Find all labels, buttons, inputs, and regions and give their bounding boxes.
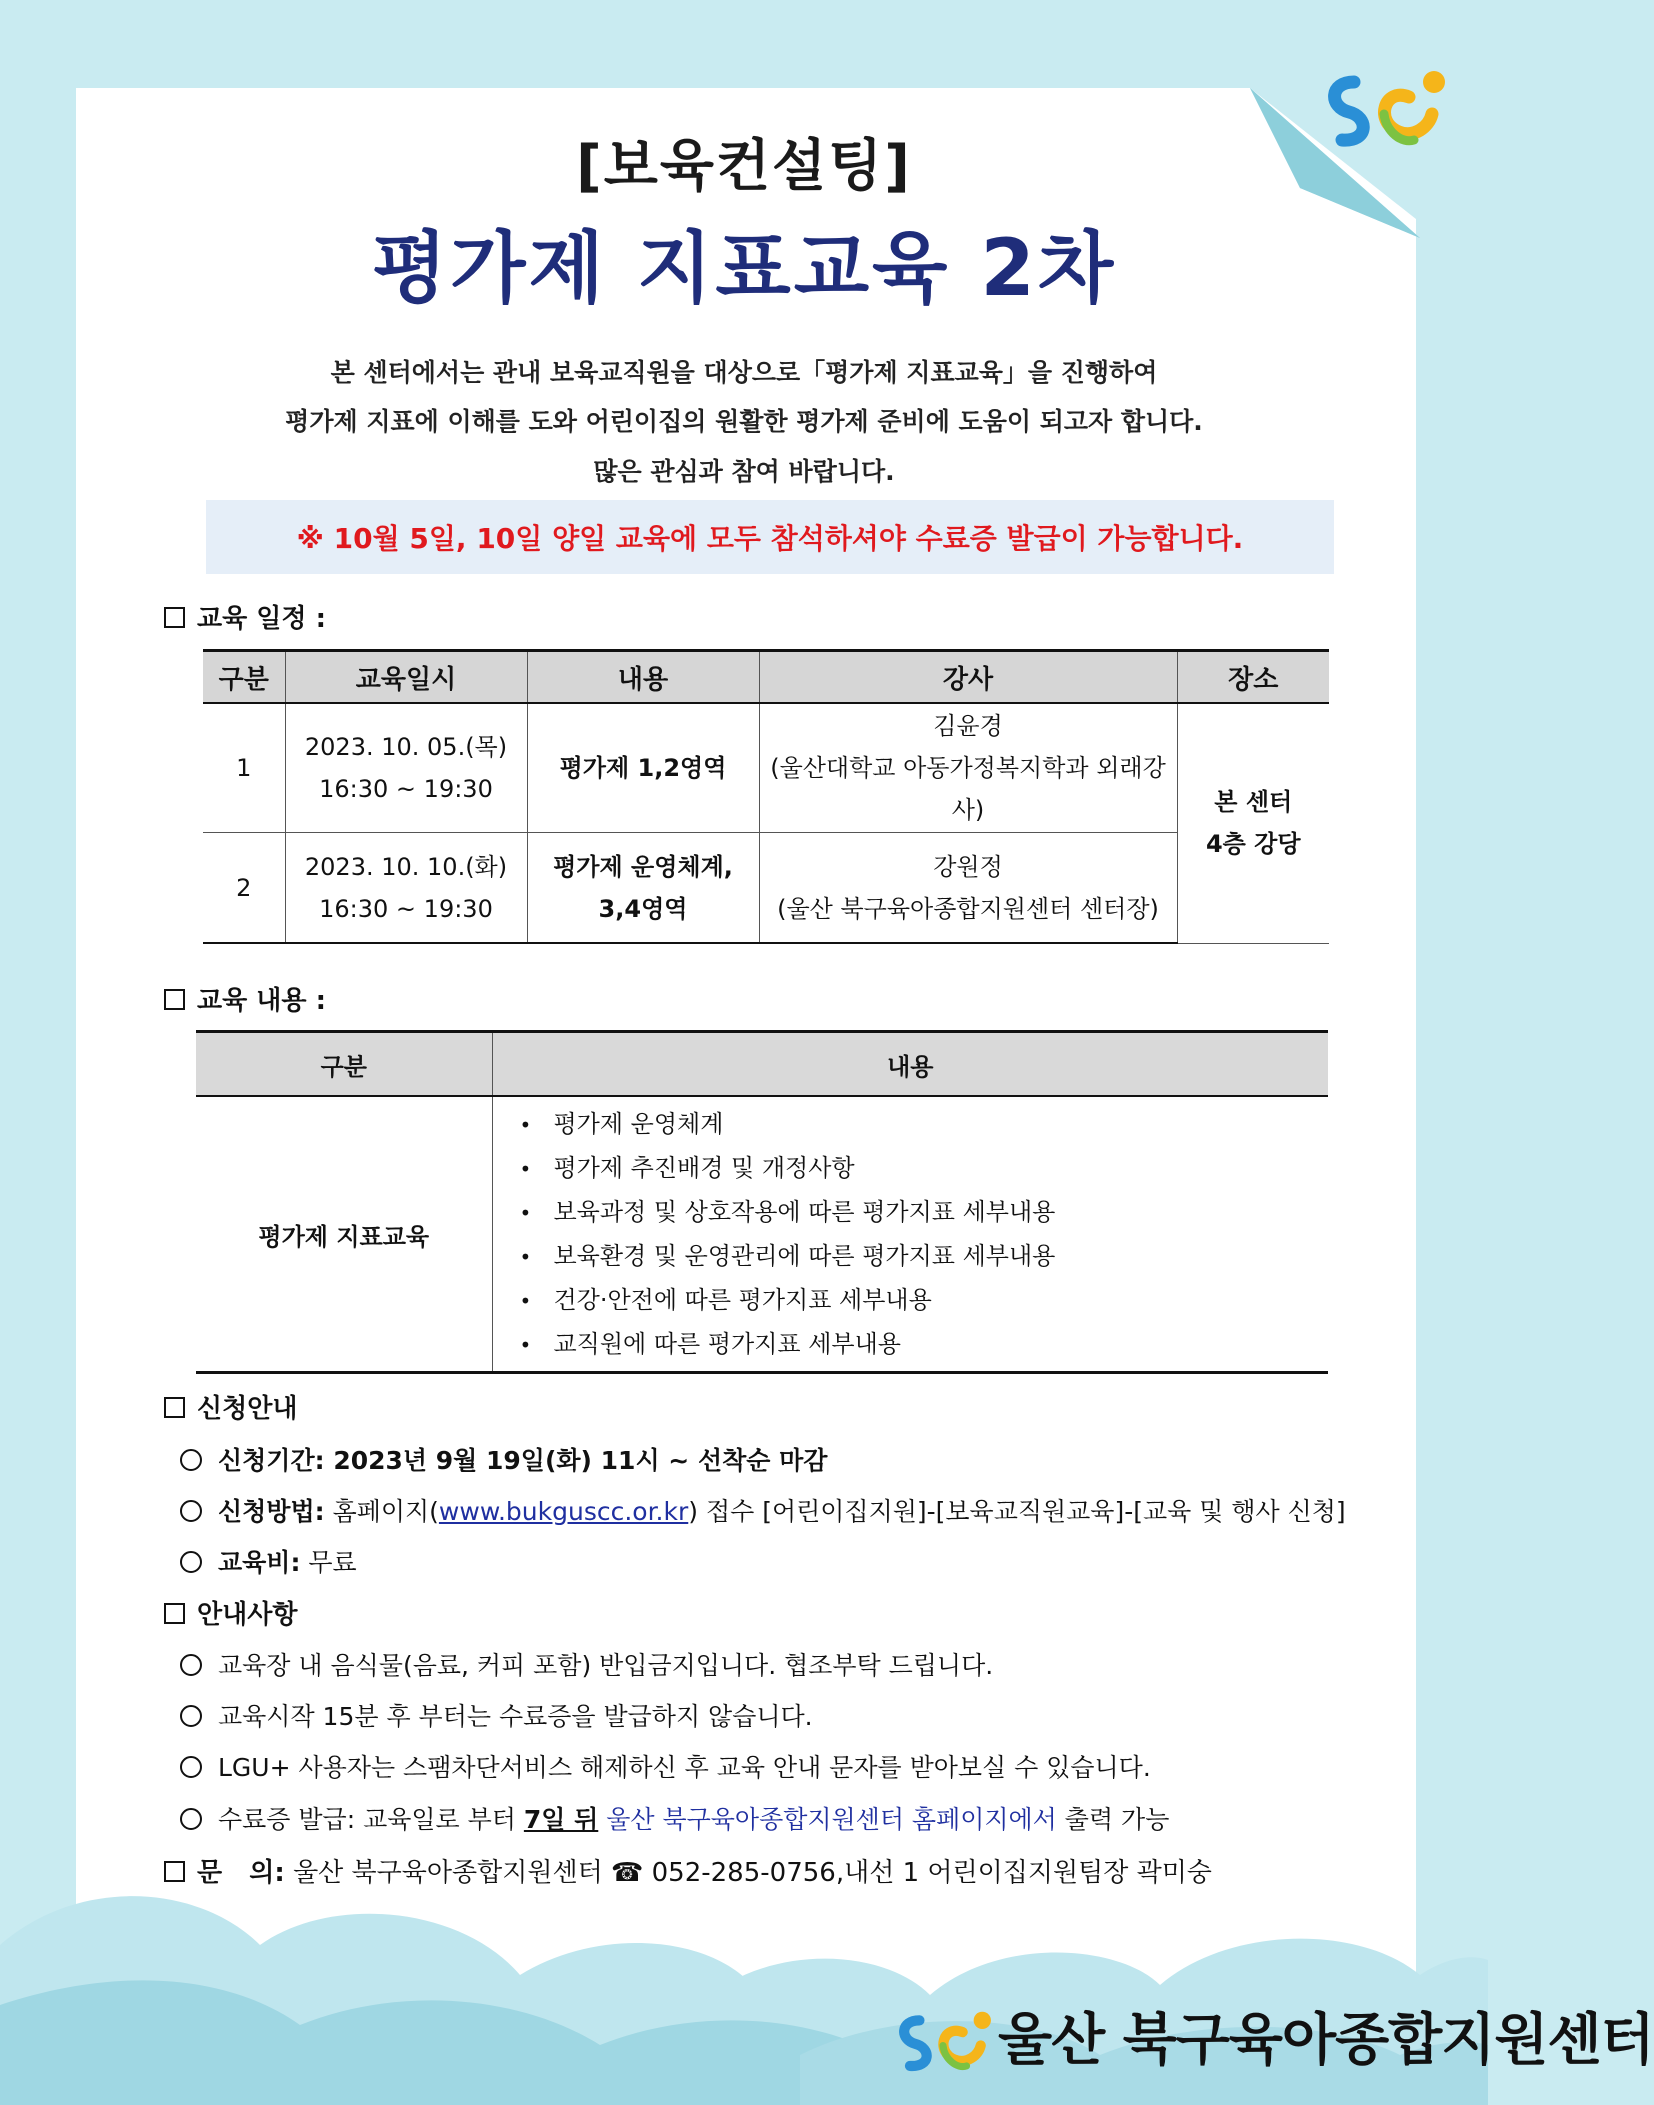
col-header-category: 구분 [196, 1032, 492, 1097]
col-header-no: 구분 [203, 651, 285, 704]
row-place [1177, 703, 1329, 943]
row-no: 2 [203, 833, 285, 944]
row-content-line1: 평가제 운영체계, [553, 852, 733, 881]
attendance-notice [206, 500, 1334, 574]
lecturer-detail: (울산 북구육아종합지원센터 센터장) [777, 894, 1159, 923]
circle-bullet-icon [180, 1449, 202, 1471]
inquiry-label: 문 의: [197, 1858, 285, 1888]
table-row [196, 1096, 1328, 1373]
table-row [203, 703, 1329, 833]
guide-item-homepage: 울산 북구육아종합지원센터 홈페이지에서 [606, 1805, 1057, 1834]
guide-item-emphasis: 7일 뒤 [523, 1805, 599, 1834]
footer-logo [888, 1990, 1654, 2090]
footer-org-name: 울산 북구육아종합지원센터 [998, 2008, 1654, 2073]
notice-text: ※ 10월 5일, 10일 양일 교육에 모두 참석하셔야 수료증 발급이 가능합니다. [296, 522, 1244, 555]
circle-bullet-icon [180, 1551, 202, 1573]
col-header-content: 내용 [527, 651, 759, 704]
list-item: • 건강·안전에 따른 평가지표 세부내용 [520, 1278, 1328, 1322]
lecturer-name: 김윤경 [933, 712, 1003, 740]
guide-item [180, 1800, 1169, 1836]
row-no: 1 [203, 703, 285, 833]
guide-heading [164, 1594, 297, 1631]
intro-line-2: 평가제 지표에 이해를 도와 어린이집의 원활한 평가제 준비에 도움이 되고자 합니다. [285, 407, 1203, 436]
circle-bullet-icon [180, 1756, 202, 1778]
page-title: 평가제 지표교육 2차 [371, 224, 1117, 314]
row-date: 2023. 10. 10.(화) [304, 852, 508, 881]
checkbox-square-icon [164, 1603, 185, 1624]
application-fee [180, 1543, 357, 1579]
fee-label: 교육비: [218, 1548, 301, 1577]
application-method [180, 1492, 1346, 1528]
method-label: 신청방법: [218, 1497, 325, 1526]
list-item: • 평가제 추진배경 및 개정사항 [520, 1146, 1328, 1190]
guide-item-text: 수료증 발급: 교육일로 부터 [218, 1805, 516, 1834]
circle-bullet-icon [180, 1500, 202, 1522]
content-header-row [196, 1032, 1328, 1097]
content-heading [164, 980, 326, 1017]
application-heading-text: 신청안내 [197, 1394, 298, 1424]
intro-line-1: 본 센터에서는 관내 보육교직원을 대상으로「평가제 지표교육」을 진행하여 [330, 358, 1158, 387]
circle-bullet-icon [180, 1808, 202, 1830]
row-content [527, 703, 759, 833]
col-header-date: 교육일시 [285, 651, 527, 704]
col-header-lecturer: 강사 [759, 651, 1177, 704]
place-line-1: 본 센터 [1214, 788, 1293, 817]
circle-bullet-icon [180, 1654, 202, 1676]
guide-item-suffix: 출력 가능 [1064, 1805, 1170, 1834]
inquiry-value: 울산 북구육아종합지원센터 ☎ 052-285-0756,내선 1 어린이집지원팀장 곽미숭 [293, 1858, 1212, 1888]
content-table [196, 1030, 1328, 1374]
list-item: • 평가제 운영체계 [520, 1102, 1328, 1146]
guide-item-text: LGU+ 사용자는 스팸차단서비스 해제하신 후 교육 안내 문자를 받아보실 수 있습니다. [218, 1753, 1151, 1782]
row-lecturer [759, 703, 1177, 833]
row-date: 2023. 10. 05.(목) [304, 733, 508, 761]
col-header-detail: 내용 [492, 1032, 1328, 1097]
guide-item-text: 교육시작 15분 후 부터는 수료증을 발급하지 않습니다. [218, 1702, 813, 1731]
content-item-list [494, 1098, 1328, 1370]
content-items [492, 1096, 1328, 1373]
checkbox-square-icon [164, 989, 185, 1010]
row-content-line2: 3,4영역 [598, 894, 688, 923]
row-time: 16:30 ~ 19:30 [319, 894, 493, 923]
row-content-line1: 평가제 1,2영역 [559, 754, 727, 782]
period-value: 2023년 9월 19일(화) 11시 ~ 선착순 마감 [333, 1446, 828, 1475]
schedule-heading-text: 교육 일정 : [197, 604, 326, 634]
title-bracket: [보육컨설팅] [576, 134, 912, 199]
place-line-2: 4층 강당 [1205, 830, 1301, 859]
lecturer-name: 강원정 [933, 852, 1003, 881]
homepage-link[interactable]: www.bukguscc.or.kr [438, 1497, 689, 1526]
center-logo-icon [888, 1990, 998, 2090]
list-item: • 보육과정 및 상호작용에 따른 평가지표 세부내용 [520, 1190, 1328, 1234]
period-label: 신청기간: [218, 1446, 325, 1475]
schedule-heading [164, 598, 326, 635]
row-datetime [285, 833, 527, 944]
intro-line-3: 많은 관심과 참여 바랍니다. [593, 457, 895, 486]
method-suffix: ) 접수 [어린이집지원]-[보육교직원교육]-[교육 및 행사 신청] [688, 1497, 1346, 1526]
schedule-table [203, 649, 1329, 944]
application-heading [164, 1388, 297, 1425]
list-item: • 보육환경 및 운영관리에 따른 평가지표 세부내용 [520, 1234, 1328, 1278]
row-lecturer [759, 833, 1177, 944]
content-heading-text: 교육 내용 : [197, 986, 326, 1016]
method-prefix: 홈페이지( [332, 1497, 439, 1526]
schedule-header-row [203, 651, 1329, 704]
guide-item [180, 1697, 813, 1733]
list-item: • 교직원에 따른 평가지표 세부내용 [520, 1322, 1328, 1366]
content-category: 평가제 지표교육 [196, 1096, 492, 1373]
guide-heading-text: 안내사항 [197, 1600, 298, 1630]
guide-item [180, 1646, 993, 1682]
checkbox-square-icon [164, 607, 185, 628]
guide-item [180, 1748, 1151, 1784]
row-time: 16:30 ~ 19:30 [319, 775, 493, 803]
col-header-place: 장소 [1177, 651, 1329, 704]
circle-bullet-icon [180, 1705, 202, 1727]
row-content [527, 833, 759, 944]
table-row [203, 833, 1329, 944]
row-datetime [285, 703, 527, 833]
guide-item-text: 교육장 내 음식물(음료, 커피 포함) 반입금지입니다. 협조부탁 드립니다. [218, 1651, 994, 1680]
fee-value: 무료 [308, 1548, 357, 1577]
lecturer-detail: (울산대학교 아동가정복지학과 외래강사) [770, 754, 1166, 824]
application-period [180, 1441, 827, 1477]
checkbox-square-icon [164, 1397, 185, 1418]
